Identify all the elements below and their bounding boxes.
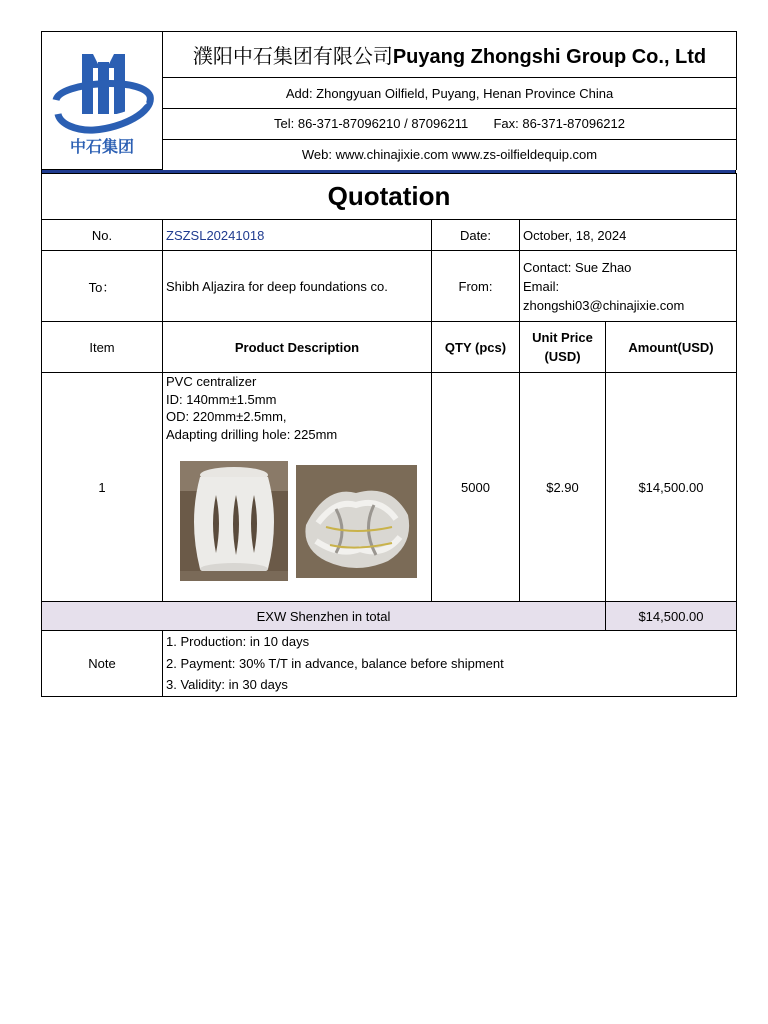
note-line: 3. Validity: in 30 days bbox=[166, 677, 288, 692]
date-label: Date: bbox=[432, 220, 520, 251]
desc-line: OD: 220mm±2.5mm, bbox=[166, 409, 287, 424]
note-content bbox=[163, 631, 737, 697]
company-header bbox=[41, 31, 737, 170]
quote-date: October, 18, 2024 bbox=[520, 220, 737, 251]
total-row bbox=[42, 602, 737, 631]
description-lines bbox=[166, 373, 428, 443]
col-unit-price-line2: (USD) bbox=[544, 349, 581, 364]
note-label: Note bbox=[42, 631, 163, 697]
logo-text: 中石集团 bbox=[69, 137, 135, 156]
company-phone-fax bbox=[163, 108, 737, 139]
company-address: Add: Zhongyuan Oilfield, Puyang, Henan Province China bbox=[163, 78, 737, 109]
item-unit-price: $2.90 bbox=[520, 373, 606, 602]
contact-email: zhongshi03@chinajixie.com bbox=[523, 297, 685, 313]
col-item: Item bbox=[42, 322, 163, 373]
total-amount: $14,500.00 bbox=[606, 602, 737, 631]
item-number: 1 bbox=[42, 373, 163, 602]
col-unit-price bbox=[520, 322, 606, 373]
centralizer-photo-2 bbox=[296, 465, 417, 578]
customer-name: Shibh Aljazira for deep foundations co. bbox=[163, 251, 432, 322]
quotation-table bbox=[41, 173, 737, 697]
col-qty: QTY (pcs) bbox=[432, 322, 520, 373]
no-label: No. bbox=[42, 220, 163, 251]
company-fax: Fax: 86-371-87096212 bbox=[493, 116, 625, 132]
quotation-sheet bbox=[41, 31, 736, 697]
contact-name: Contact: Sue Zhao bbox=[523, 259, 632, 275]
quote-number: ZSZSL20241018 bbox=[163, 220, 432, 251]
desc-line: PVC centralizer bbox=[166, 374, 257, 389]
total-label: EXW Shenzhen in total bbox=[42, 602, 606, 631]
col-description: Product Description bbox=[163, 322, 432, 373]
note-line: 1. Production: in 10 days bbox=[166, 634, 310, 649]
company-name-en: Puyang Zhongshi Group Co., Ltd bbox=[392, 46, 707, 69]
item-qty: 5000 bbox=[432, 373, 520, 602]
desc-line: Adapting drilling hole: 225mm bbox=[166, 426, 338, 442]
company-name-cn: 濮阳中石集团有限公司 bbox=[192, 46, 393, 69]
item-amount: $14,500.00 bbox=[606, 373, 737, 602]
desc-line: ID: 140mm±1.5mm bbox=[166, 391, 277, 407]
product-description bbox=[163, 373, 432, 602]
note-row bbox=[42, 631, 737, 697]
to-label: To： bbox=[42, 251, 163, 322]
table-row bbox=[42, 373, 737, 602]
col-unit-price-line1: Unit Price bbox=[532, 330, 593, 345]
centralizer-photo-1 bbox=[180, 461, 288, 581]
email-label: Email: bbox=[523, 278, 560, 294]
product-photos bbox=[166, 461, 428, 583]
column-headers bbox=[42, 322, 737, 373]
company-web: Web: www.chinajixie.com www.zs-oilfieldequip.com bbox=[163, 139, 737, 169]
company-tel: Tel: 86-371-87096210 / 87096211 bbox=[274, 116, 469, 132]
company-logo bbox=[42, 32, 163, 170]
note-lines bbox=[166, 631, 733, 696]
logo-icon bbox=[42, 32, 162, 166]
from-contact-block bbox=[520, 251, 737, 322]
company-name bbox=[163, 32, 737, 78]
page-title: Quotation bbox=[42, 174, 737, 220]
from-label: From: bbox=[432, 251, 520, 322]
note-line: 2. Payment: 30% T/T in advance, balance before shipment bbox=[166, 655, 504, 671]
col-amount: Amount(USD) bbox=[606, 322, 737, 373]
